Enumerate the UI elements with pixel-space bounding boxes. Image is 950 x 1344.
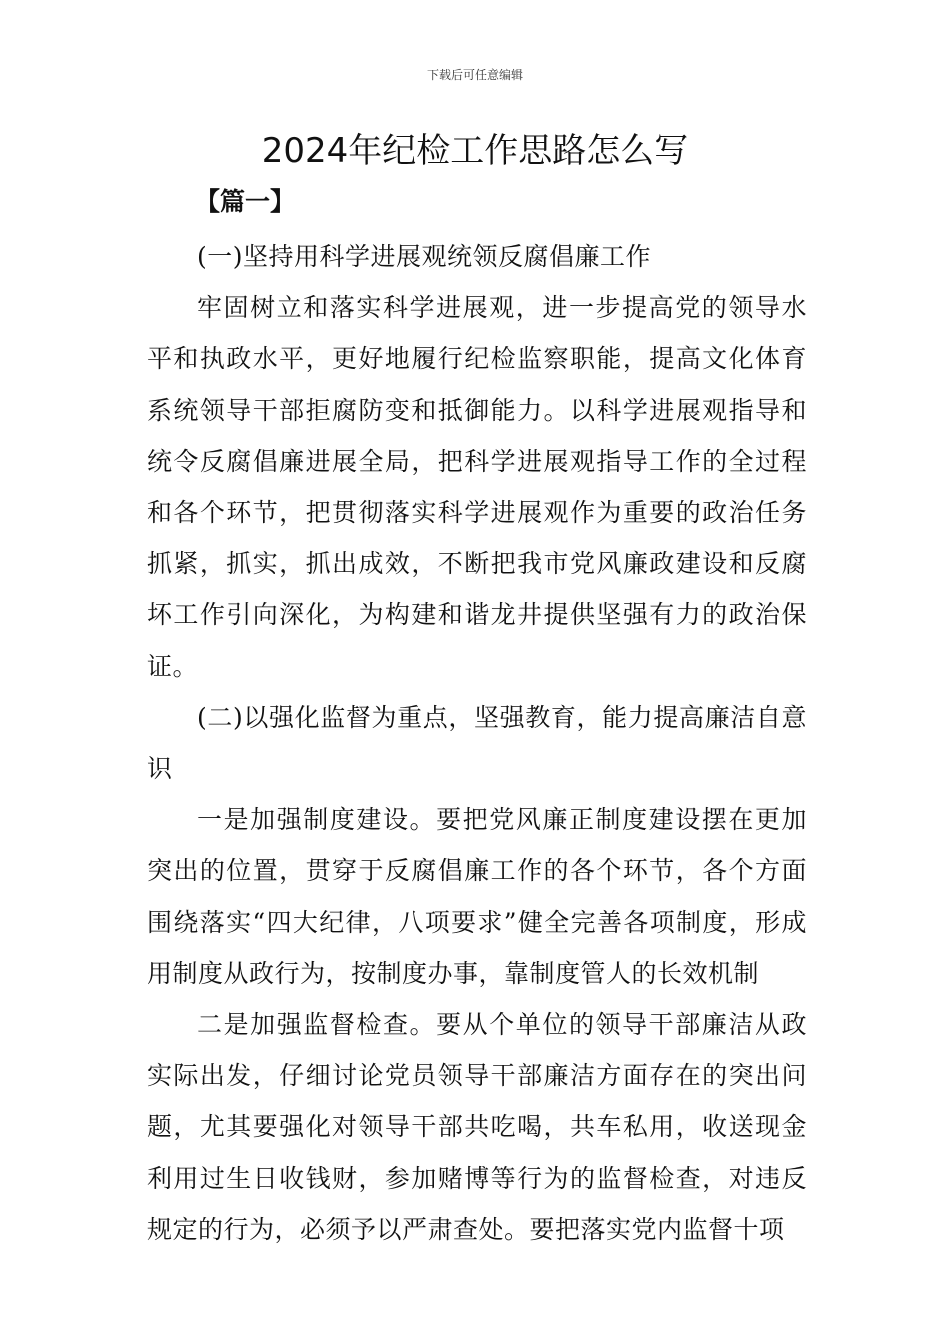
header-note: 下载后可任意编辑 — [426, 68, 523, 82]
document-body — [147, 176, 807, 1255]
paragraph-2: 一是加强制度建设。要把党风廉正制度建设摆在更加突出的位置，贯穿于反腐倡廉工作的各个环节，各个方面围绕落实“四大纪律，八项要求”健全完善各项制度，形成用制度从政行为，按制度办事，靠制度管人的长效机制 — [147, 805, 807, 988]
section-label: 【篇一】 — [195, 187, 296, 216]
subheading-1: (一)坚持用科学进展观统领反腐倡廉工作 — [197, 242, 652, 271]
subheading-2: (二)以强化监督为重点，坚强教育，能力提高廉洁自意识 — [147, 702, 807, 784]
paragraph-1: 牢固树立和落实科学进展观，进一步提高党的领导水平和执政水平，更好地履行纪检监察职能，提高文化体育系统领导干部拒腐防变和抵御能力。以科学进展观指导和统令反腐倡廉进展全局，把科学进展观指导工作的全过程和各个环节，把贯彻落实科学进展观作为重要的政治任务抓紧，抓实，抓出成效，不断把我市党风廉政建设和反腐坏工作引向深化，为构建和谐龙井提供坚强有力的政治保证。 — [147, 293, 807, 681]
paragraph-3: 二是加强监督检查。要从个单位的领导干部廉洁从政实际出发，仔细讨论党员领导干部廉洁方面存在的突出问题，尤其要强化对领导干部共吃喝，共车私用，收送现金利用过生日收钱财，参加赌博等行为的监督检查，对违反规定的行为，必须予以严肃查处。要把落实党内监督十项 — [147, 1010, 807, 1244]
document-title: 2024年纪检工作思路怎么写 — [261, 131, 689, 171]
